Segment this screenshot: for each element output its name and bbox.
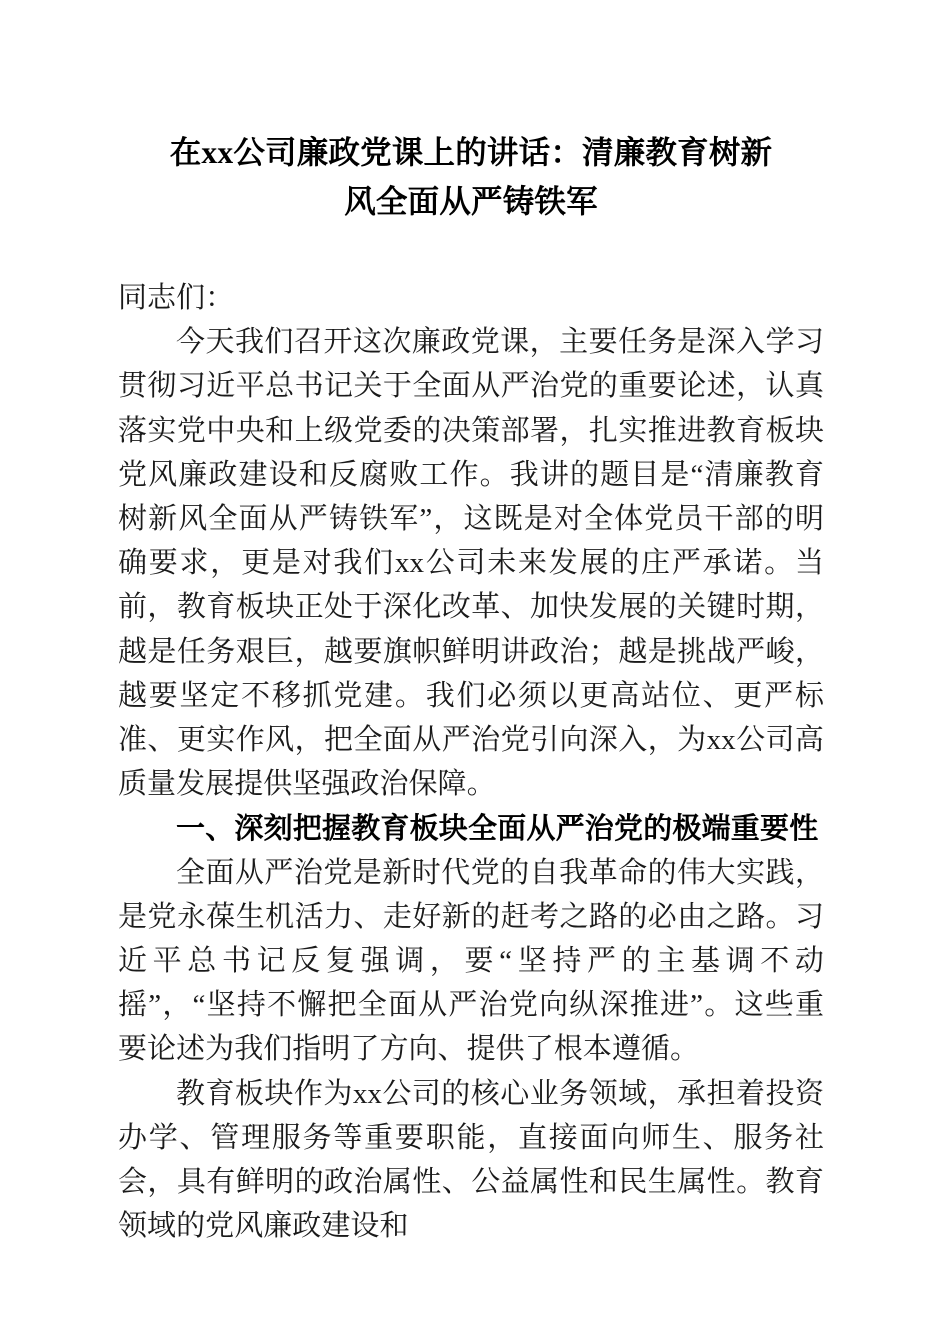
section-heading-1: 一、深刻把握教育板块全面从严治党的极端重要性 — [176, 811, 819, 846]
salutation: 同志们： — [118, 282, 235, 314]
document-content — [118, 128, 824, 1248]
paragraph-section1-1: 全面从严治党是新时代党的自我革命的伟大实践，是党永葆生机活力、走好新的赶考之路的必由之路。习近平总书记反复强调，要“坚持严的主基调不动摇”，“坚持不懈把全面从严治党向纵深推进”。这些重要论述为我们指明了方向、提供了根本遵循。 — [118, 856, 824, 1066]
title-line-1: 在xx公司廉政党课上的讲话：清廉教育树新 — [169, 135, 773, 170]
page-title — [118, 128, 824, 226]
paragraph-section1-2: 教育板块作为xx公司的核心业务领域，承担着投资办学、管理服务等重要职能，直接面向师生、服务社会，具有鲜明的政治属性、公益属性和民生属性。教育领域的党风廉政建设和 — [118, 1077, 824, 1243]
title-line-2: 风全面从严铸铁军 — [344, 184, 598, 219]
paragraph-opening: 今天我们召开这次廉政党课，主要任务是深入学习贯彻习近平总书记关于全面从严治党的重要论述，认真落实党中央和上级党委的决策部署，扎实推进教育板块党风廉政建设和反腐败工作。我讲的题目是“清廉教育树新风全面从严铸铁军”，这既是对全体党员干部的明确要求，更是对我们xx公司未来发展的庄严承诺。当前，教育板块正处于深化改革、加快发展的关键时期，越是任务艰巨，越要旗帜鲜明讲政治；越是挑战严峻，越要坚定不移抓党建。我们必须以更高站位、更严标准、更实作风，把全面从严治党引向深入，为xx公司高质量发展提供坚强政治保障。 — [118, 326, 824, 801]
title-body-spacer — [118, 226, 824, 276]
